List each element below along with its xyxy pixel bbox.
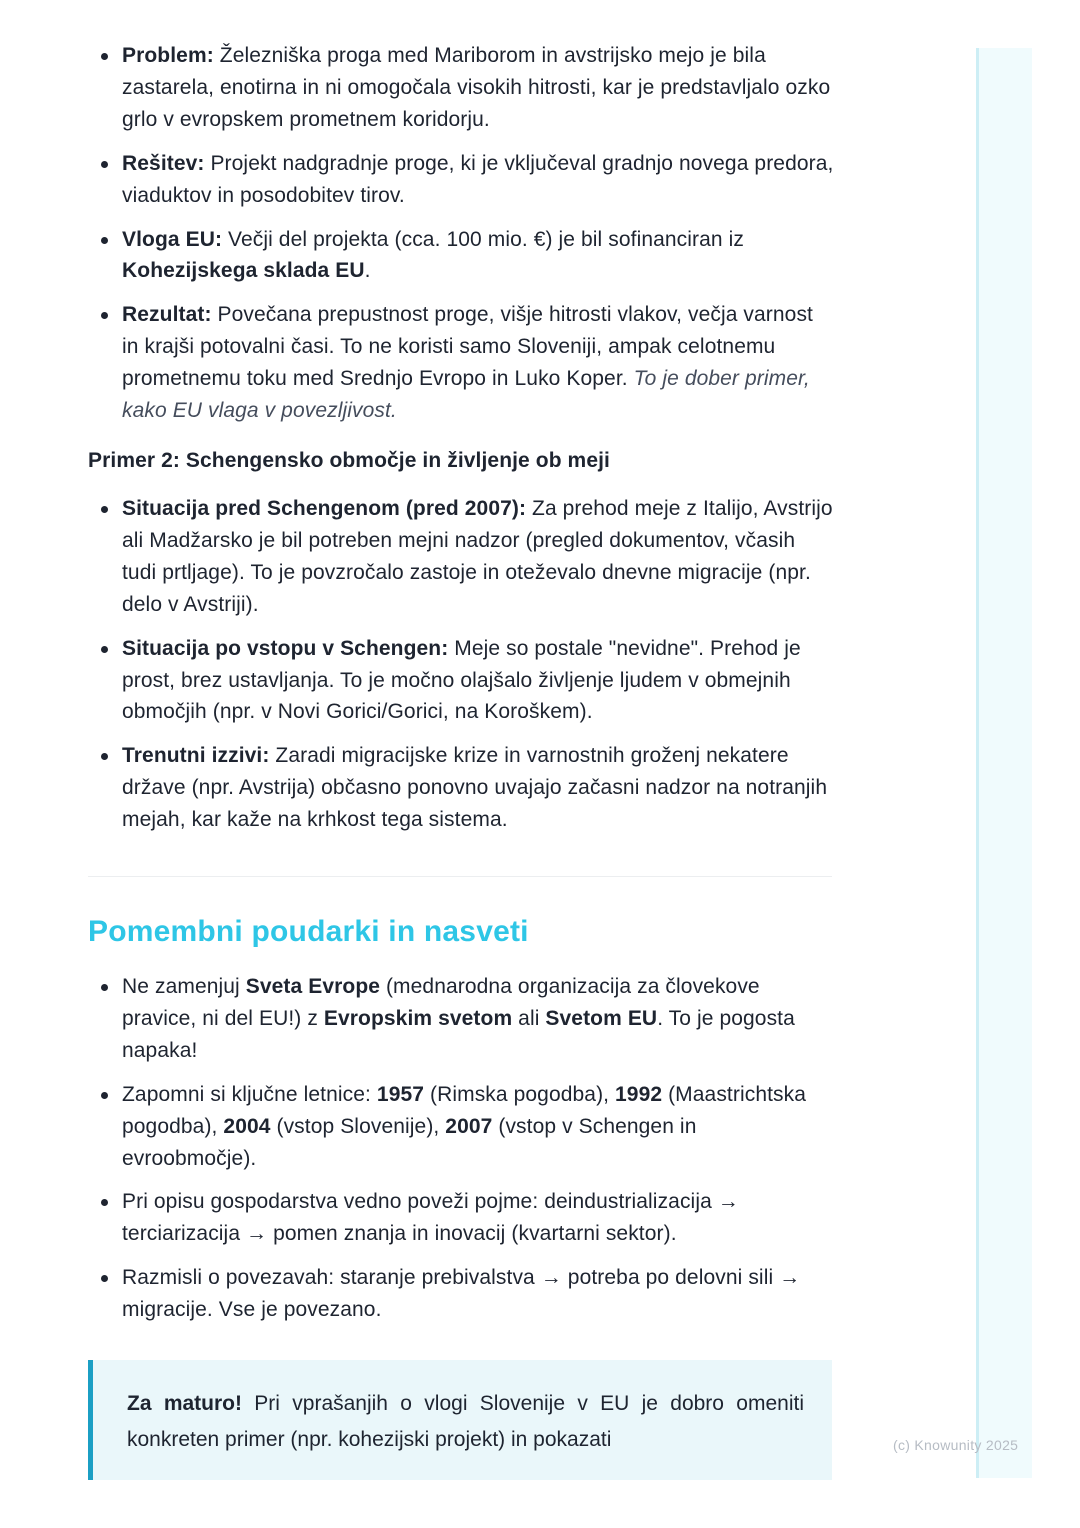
bullet-lead-label: Vloga EU:	[122, 227, 223, 251]
bullet-body-text: Meje so postale "nevidne". Prehod je prost, brez ustavljanja. To je močno olajšalo življenje ljudem v obmejnih območjih (npr. v Novi Gorici/Gorici, na Koroškem).	[122, 636, 801, 724]
list-item	[88, 1262, 834, 1326]
list-item	[88, 633, 834, 729]
bullet-emphasis-text: Evropskim svetom	[323, 1006, 513, 1030]
bullet-lead-label: Situacija po vstopu v Schengen:	[122, 636, 449, 660]
bullet-text-part: (Maastrichtska pogodba),	[122, 1082, 807, 1138]
callout-lead-label: Za maturo!	[127, 1392, 242, 1416]
bullet-emphasis-text: Kohezijskega sklada EU	[122, 259, 365, 283]
example2-heading: Primer 2: Schengensko območje in življenje ob meji	[88, 448, 610, 472]
bullet-body-text: Večji del projekta (cca. 100 mio. €) je bil sofinanciran iz	[222, 227, 744, 251]
bullet-text-part: . To je pogosta napaka!	[122, 1006, 795, 1062]
bullet-body-text: Povečana prepustnost proge, višje hitrosti vlakov, večja varnost in krajši potovalni časi. To ne koristi samo Sloveniji, ampak celotnemu prometnemu toku med Srednjo Evropo in Luko Koper.	[122, 303, 813, 391]
bullet-text-part: (mednarodna organizacija za človekove pravice, ni del EU!) z	[122, 975, 760, 1030]
bullet-text-part: (Rimska pogodba),	[424, 1082, 616, 1106]
bullet-emphasis-text: 1957	[376, 1082, 425, 1106]
bullet-emphasis-text: 1992	[615, 1082, 663, 1106]
list-item	[88, 40, 834, 136]
tips-bullet-list	[88, 971, 834, 1326]
bullet-body-text: Projekt nadgradnje proge, ki je vključeval gradnjo novega predora, viaduktov in posodobitev tirov.	[122, 151, 834, 207]
bullet-emphasis-text: Svetom EU	[545, 1006, 658, 1030]
bullet-lead-label: Problem:	[122, 44, 214, 67]
bullet-italic-note: To je dober primer, kako EU vlaga v povezljivost.	[122, 367, 810, 423]
bullet-lead-label: Rešitev:	[122, 151, 205, 175]
callout-text	[127, 1386, 804, 1458]
section-divider	[88, 876, 832, 877]
bullet-lead-label: Rezultat:	[122, 303, 212, 327]
bullet-body-text: Zaradi migracijske krize in varnostnih groženj nekatere države (npr. Avstrija) občasno ponovno uvajajo začasni nadzor na notranjih mejah, kar kaže na krhkost tega sistema.	[122, 744, 828, 832]
bullet-text-part: Ne zamenjuj	[122, 975, 246, 999]
bullet-body-text: Železniška proga med Mariborom in avstrijsko mejo je bila zastarela, enotirna in ni omogočala visokih hitrosti, kar je predstavljalo ozko grlo v evropskem prometnem koridorju.	[122, 44, 831, 131]
bullet-emphasis-text: 2004	[223, 1114, 271, 1138]
bullet-text-part: Pri opisu gospodarstva vedno poveži pojme: deindustrializacija → terciarizacija → pomen znanja in inovacij (kvartarni sektor).	[122, 1190, 739, 1246]
example1-bullet-list	[88, 40, 834, 427]
bullet-text-part: (vstop v Schengen in evroobmočje).	[122, 1114, 697, 1170]
list-item	[88, 1079, 834, 1175]
list-item	[88, 971, 834, 1067]
bullet-text-part: Zapomni si ključne letnice:	[122, 1082, 377, 1106]
page-title: Pomembni poudarki in nasveti	[88, 915, 529, 949]
bullet-body-text: Za prehod meje z Italijo, Avstrijo ali Madžarsko je bil potreben mejni nadzor (pregled dokumentov, včasih tudi prtljage). To je povzročalo zastoje in oteževalo dnevne migracije (npr. delo v Avstriji).	[122, 496, 833, 616]
list-item	[88, 299, 834, 427]
page-edge-strip-line	[976, 48, 979, 1478]
bullet-text-part: Razmisli o povezavah: staranje prebivalstva → potreba po delovni sili → migracije. Vse je povezano.	[122, 1266, 801, 1322]
document-content	[88, 40, 834, 1480]
bullet-emphasis-text: 2007	[445, 1114, 493, 1138]
bullet-tail-text: .	[364, 259, 371, 283]
example2-bullet-list	[88, 493, 834, 836]
list-item	[88, 148, 834, 212]
exam-tip-callout	[88, 1360, 832, 1480]
bullet-lead-label: Trenutni izzivi:	[122, 744, 270, 768]
bullet-emphasis-text: Sveta Evrope	[245, 975, 381, 999]
bullet-lead-label: Situacija pred Schengenom (pred 2007):	[122, 496, 527, 520]
list-item	[88, 224, 834, 288]
copyright-watermark: (c) Knowunity 2025	[893, 1437, 1019, 1453]
list-item	[88, 1186, 834, 1250]
bullet-text-part: (vstop Slovenije),	[270, 1114, 446, 1138]
list-item	[88, 740, 834, 836]
list-item	[88, 493, 834, 621]
page-edge-strip	[976, 48, 1032, 1478]
callout-body-text: Pri vprašanjih o vlogi Slovenije v EU je dobro omeniti konkreten primer (npr. kohezijski projekt) in pokazati	[127, 1392, 804, 1452]
bullet-text-part: ali	[512, 1006, 546, 1030]
